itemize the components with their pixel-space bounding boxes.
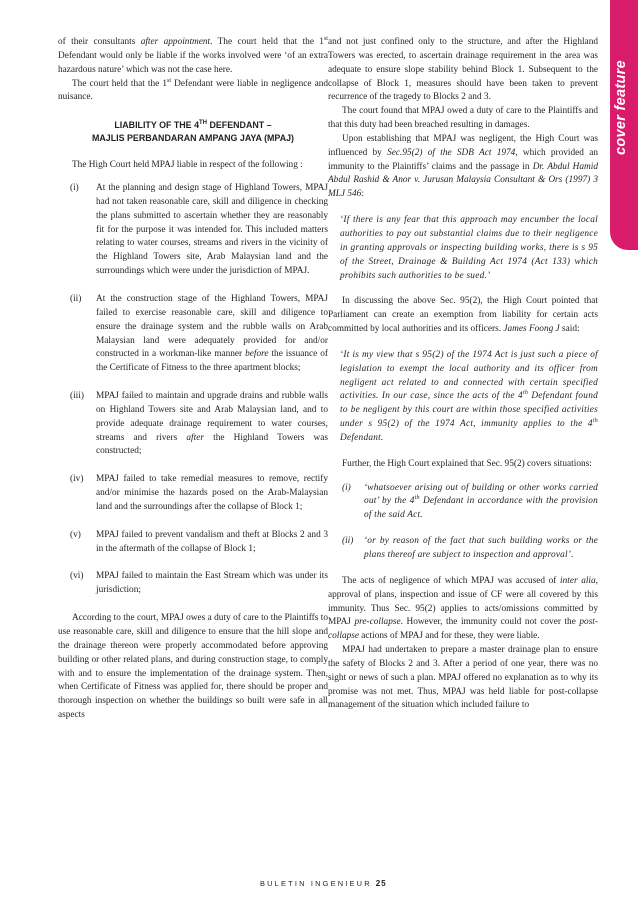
block-quote: ‘It is my view that s 95(2) of the 1974 Act is just such a piece of legislation to exempt the local authority and its officer from negligent act related to and connected with certain specified activities. In our case, since the acts of the 4th Defendant found to be negligent by this court are within those specified activities under s 95(2) of the 1974 Act, immunity applies to the 4th Defendant. xyxy=(340,349,598,443)
list-item: (vi) MPAJ failed to maintain the East Stream which was under its jurisdiction; xyxy=(70,571,328,596)
liability-list xyxy=(58,182,328,598)
list-item: (iii) MPAJ failed to maintain and upgrade drains and rubble walls on Highland Towers site and Arab Malaysian land, and to provide adequate drainage requirement to water courses, streams and rivers after the Highland Towers was constructed; xyxy=(70,391,328,457)
paragraph: Further, the High Court explained that Sec. 95(2) covers situations: xyxy=(342,458,592,469)
list-item: (ii) ‘or by reason of the fact that such building works or the plans thereof are subject to inspection and approval’. xyxy=(342,536,598,560)
paragraph: The High Court held MPAJ liable in respect of the following : xyxy=(72,160,303,171)
list-item: (iv) MPAJ failed to take remedial measures to remove, rectify and/or minimise the hazards posed on the Arab-Malaysian land and the surroundings after the collapse of Block 1; xyxy=(70,474,328,512)
situations-list xyxy=(328,482,598,563)
section-heading: LIABILITY OF THE 4TH DEFENDANT – MAJLIS PERBANDARAN AMPANG JAYA (MPAJ) xyxy=(91,120,294,144)
publication-name: BULETIN INGENIEUR xyxy=(260,879,372,888)
right-column xyxy=(328,36,598,713)
page-footer xyxy=(260,879,420,888)
paragraph: The acts of negligence of which MPAJ was accused of inter alia, approval of plans, inspection and issue of CF were all covered by this immunity. Thus Sec. 95(2) applies to acts/omissions committed by MPAJ pre-collapse. However, the immunity could not cover the post- collapse actions of MPAJ and for these, they were liable. xyxy=(328,575,598,642)
left-column xyxy=(58,36,328,723)
paragraph: of their consultants after appointment. The court held that the 1st Defendant would only be liable if the works involved were ‘of an extra hazardous nature’ which was not the case here. xyxy=(58,35,328,75)
section-tab-label: cover feature xyxy=(613,60,629,155)
paragraph: In discussing the above Sec. 95(2), the High Court pointed that Parliament can create an exemption from liability for certain acts committed by local authorities and its officers. James Foong J said: xyxy=(328,296,598,335)
paragraph: The court held that the 1st Defendant were liable in negligence and nuisance. xyxy=(58,77,328,103)
list-item: (i) ‘whatsoever arising out of building or other works carried out’ by the 4th Defendant in accordance with the provision of the said Act. xyxy=(342,482,598,521)
list-item: (v) MPAJ failed to prevent vandalism and theft at Blocks 2 and 3 in the aftermath of the collapse of Block 1; xyxy=(70,529,328,554)
section-tab xyxy=(610,0,638,250)
block-quote: ‘If there is any fear that this approach may encumber the local authorities to pay out substantial claims due to their negligence in granting approvals or inspecting building works, there is s 95 of the Street, Drainage & Building Act 1974 (Act 133) which prohibits such authorities to be sued.’ xyxy=(340,215,598,281)
page-number: 25 xyxy=(375,879,387,888)
paragraph: and not just confined only to the structure, and after the Highland Towers was erected, to ascertain drainage requirement in the area was adequate to ensure slope stability behind Block 1. Subsequent to the collapse of Block 1, measures should have been taken to prevent recurrence of the tragedy to Blocks 2 and 3. xyxy=(328,37,598,103)
paragraph: The court found that MPAJ owed a duty of care to the Plaintiffs and that this duty had been breached resulting in damages. xyxy=(328,106,598,131)
paragraph: Upon establishing that MPAJ was negligent, the High Court was influenced by Sec.95(2) of the SDB Act 1974, which provided an immunity to the Plaintiffs’ claims and the passage in Dr. Abdul Hamid Abdul Rashid & Anor v. Jurusan Malaysia Consultant & Ors (1997) 3 MLJ 546: xyxy=(328,133,598,200)
paragraph: According to the court, MPAJ owes a duty of care to the Plaintiffs to use reasonable care, skill and diligence to ensure that the hill slope and the drainage thereon were properly accommodated before approving building or other related plans, and during construction stage, to comply with and to ensure the implementation of the drainage system. Then, when Certificate of Fitness was applied for, there should be proper and thorough inspection on whether the buildings so built were safe in all aspects xyxy=(58,613,328,721)
list-item: (i) At the planning and design stage of Highland Towers, MPAJ had not taken reasonable care, skill and diligence in checking the plans submitted to ascertain whether they are reasonably fit for the purpose it was intended for. This included matters relating to water courses, streams and rivers in the vicinity of the Highland Towers site, Arab Malaysian land and the surroundings which were under the jurisdiction of MPAJ. xyxy=(70,183,328,277)
list-item: (ii) At the construction stage of the Highland Towers, MPAJ failed to exercise reasonable care, skill and diligence to ensure the drainage system and the rubble walls on Arab Malaysian land were adequately provided for and/or constructed in a workman-like manner before the issuance of the Certificate of Fitness to the three apartment blocks; xyxy=(70,293,329,374)
paragraph: MPAJ had undertaken to prepare a master drainage plan to ensure the safety of Blocks 2 and 3. After a period of one year, there was no sight or news of such a plan. MPAJ offered no explanation as to why its promise was not met. Thus, MPAJ was held liable for post-collapse management of the situation which included failure to xyxy=(328,645,598,711)
